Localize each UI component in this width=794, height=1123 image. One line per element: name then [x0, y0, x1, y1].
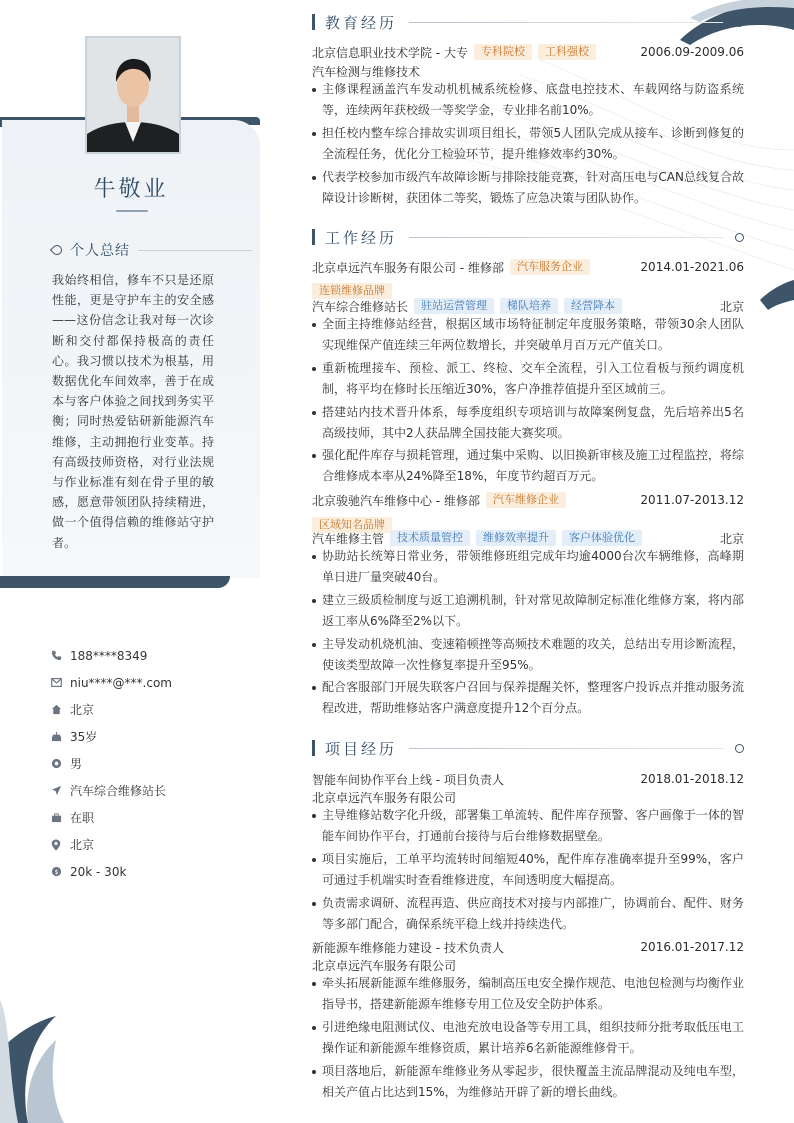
job-position-row	[312, 297, 744, 315]
contact-value: 北京	[70, 838, 95, 852]
project-header-row	[312, 770, 744, 788]
candidate-name: 牛敬业	[93, 177, 169, 202]
name-underline	[116, 210, 148, 212]
company-name: 北京骏驰汽车维修中心 - 维修部	[312, 493, 480, 508]
section-title: 工作经历	[325, 228, 398, 247]
profile-photo	[85, 36, 181, 154]
job-date: 2011.07-2013.12	[640, 493, 744, 507]
job-position-row	[312, 529, 744, 547]
job-header-row	[312, 258, 744, 276]
list-item: 代表学校参加市级汽车故障诊断与排除技能竞赛，针对高压电与CAN总线复合故障设计诊断树，获团体二等奖，锻炼了应急决策与团队协作。	[312, 167, 744, 209]
section-divider	[409, 22, 723, 23]
job-position: 汽车综合维修站长	[312, 299, 409, 314]
list-item: 全面主持维修站经营，根据区域市场特征制定年度服务策略，带领30余人团队实现维保产值连续三年两位数增长，并突破单月百万元产值关口。	[312, 314, 744, 356]
company-tag: 连锁维修品牌	[312, 283, 392, 299]
contact-email	[50, 669, 250, 696]
home-icon	[50, 704, 62, 716]
skill-tag: 梯队培养	[500, 298, 558, 314]
project-name: 新能源车维修能力建设 - 技术负责人	[312, 940, 504, 955]
project-org-row	[312, 956, 744, 974]
gender-icon	[50, 758, 62, 770]
send-icon	[50, 785, 62, 797]
pin-icon	[50, 243, 64, 257]
job-bullets	[312, 314, 744, 489]
list-item: 搭建站内技术晋升体系，每季度组织专项培训与故障案例复盘，先后培养出5名高级技师，其中2人获品牌全国技能大赛奖项。	[312, 402, 744, 444]
education-bullets	[312, 79, 744, 210]
education-section-header	[312, 11, 744, 33]
major: 汽车检测与维修技术	[312, 64, 421, 79]
contact-age	[50, 723, 250, 750]
list-item: 强化配件库存与损耗管理，通过集中采购、以旧换新审核及施工过程监控，将综合维修成本率从24%降至18%，年度节约超百万元。	[312, 445, 744, 487]
location-icon	[50, 839, 62, 851]
list-item: 项目实施后，工单平均流转时间缩短40%，配件库存准确率提升至99%，客户可通过手机端实时查看维修进度，车间透明度大幅提高。	[312, 849, 744, 891]
list-item: 负责需求调研、流程再造、供应商技术对接与内部推广，协调前台、配件、财务等多部门配合，确保系统平稳上线并持续迭代。	[312, 893, 744, 935]
work-section-header	[312, 226, 744, 248]
major-row	[312, 62, 744, 80]
company-name: 北京卓远汽车服务有限公司 - 维修部	[312, 260, 504, 275]
project-name: 智能车间协作平台上线 - 项目负责人	[312, 772, 504, 787]
company-tag2-row	[312, 279, 392, 299]
cake-icon	[50, 731, 62, 743]
list-item: 重新梳理接车、预检、派工、终检、交车全流程，引入工位看板与预约调度机制，将平均在修时长压缩近30%，客户净推荐值提升至区域前三。	[312, 358, 744, 400]
skill-tag: 客户体验优化	[562, 530, 642, 546]
contact-list	[50, 642, 250, 885]
list-item: 协助站长统筹日常业务，带领维修班组完成年均逾4000台次车辆维修，高峰期单日进厂量突破40台。	[312, 546, 744, 588]
education-date: 2006.09-2009.06	[640, 45, 744, 59]
contact-value: 男	[70, 757, 83, 771]
project-org: 北京卓远汽车服务有限公司	[312, 958, 457, 973]
project-org-row	[312, 788, 744, 806]
summary-divider	[138, 250, 252, 251]
job-position: 汽车维修主管	[312, 531, 385, 546]
summary-header	[52, 240, 252, 260]
section-end-circle-icon	[735, 744, 744, 753]
summary-text: 我始终相信，修车不只是还原性能，更是守护车主的安全感——这份信念让我对每一次诊断和交付都保持极高的责任心。我习惯以技术为根基，用数据优化车间效率，善于在成本与客户体验之间找到务实平衡；同时热爱钻研新能源汽车维修，主动拥抱行业变革。持有高级技师资格，对行业法规与作业标准有刻在骨子里的敏感，愿意带领团队持续精进，做一个值得信赖的维修站守护者。	[52, 273, 214, 550]
section-divider	[409, 748, 723, 749]
contact-value: 北京	[70, 703, 95, 717]
school-tag: 工科强校	[538, 44, 596, 60]
project-bullets	[312, 973, 744, 1104]
contact-salary	[50, 858, 250, 885]
mail-icon	[50, 677, 62, 689]
list-item: 引进绝缘电阻测试仪、电池充放电设备等专用工具，组织技师分批考取低压电工操作证和新能源车维修资质，累计培养6名新能源维修骨干。	[312, 1017, 744, 1059]
contact-value: niu****@***.com	[70, 675, 172, 690]
project-date: 2018.01-2018.12	[640, 772, 744, 786]
contact-status	[50, 804, 250, 831]
salary-icon	[50, 866, 62, 878]
summary-title: 个人总结	[70, 243, 130, 259]
project-header-row	[312, 938, 744, 956]
sidebar-accent-bottom	[0, 576, 230, 588]
section-end-circle-icon	[735, 233, 744, 242]
list-item: 担任校内整车综合排故实训项目组长，带领5人团队完成从接车、诊断到修复的全流程任务，优化分工检验环节，提升维修效率约30%。	[312, 123, 744, 165]
skill-tag: 驻站运营管理	[414, 298, 494, 314]
list-item: 主修课程涵盖汽车发动机机械系统检修、底盘电控技术、车载网络与防盗系统等，连续两年获校级一等奖学金，专业排名前10%。	[312, 79, 744, 121]
svg-text:$: $	[53, 867, 59, 876]
contact-home	[50, 696, 250, 723]
job-header-row	[312, 491, 744, 509]
contact-value: 汽车综合维修站长	[70, 784, 167, 798]
contact-value: 188****8349	[70, 648, 148, 663]
school-name: 北京信息职业技术学院 - 大专	[312, 45, 468, 60]
phone-icon	[50, 650, 62, 662]
company-tag: 汽车服务企业	[510, 259, 590, 275]
section-title: 项目经历	[325, 739, 398, 758]
briefcase-icon	[50, 812, 62, 824]
list-item: 主导发动机烧机油、变速箱顿挫等高频技术难题的攻关，总结出专用诊断流程，使该类型故障一次性修复率提升至95%。	[312, 634, 744, 676]
list-item: 牵头拓展新能源车维修服务，编制高压电安全操作规范、电池包检测与均衡作业指导书，搭建新能源车维修专用工位及安全防护体系。	[312, 973, 744, 1015]
skill-tag: 技术质量管控	[390, 530, 470, 546]
section-bar	[312, 740, 315, 756]
company-tag: 区域知名品牌	[312, 517, 392, 533]
job-bullets	[312, 546, 744, 721]
contact-gender	[50, 750, 250, 777]
list-item: 项目落地后，新能源车维修业务从零起步，很快覆盖主流品牌混动及纯电车型，相关产值占比达到15%，为维修站开辟了新的增长曲线。	[312, 1061, 744, 1103]
project-date: 2016.01-2017.12	[640, 940, 744, 954]
section-divider	[409, 237, 723, 238]
section-title: 教育经历	[325, 13, 398, 32]
school-tag: 专科院校	[474, 44, 532, 60]
section-bar	[312, 14, 315, 30]
project-bullets	[312, 805, 744, 936]
contact-value: 35岁	[70, 730, 98, 744]
section-bar	[312, 229, 315, 245]
contact-value: 20k - 30k	[70, 864, 127, 879]
section-end-circle-icon	[735, 18, 744, 27]
list-item: 配合客服部门开展失联客户召回与保养提醒关怀，整理客户投诉点并推动服务流程改进，帮助维修站客户满意度提升12个百分点。	[312, 677, 744, 719]
list-item: 主导维修站数字化升级，部署集工单流转、配件库存预警、客户画像于一体的智能车间协作平台，打通前台接待与后台维修数据壁垒。	[312, 805, 744, 847]
contact-position	[50, 777, 250, 804]
skill-tag: 经营降本	[564, 298, 622, 314]
company-tag: 汽车维修企业	[486, 492, 566, 508]
list-item: 建立三级质检制度与返工追溯机制，针对常见故障制定标准化维修方案，将内部返工率从6%降至2%以下。	[312, 590, 744, 632]
job-city: 北京	[719, 299, 744, 314]
projects-section-header	[312, 737, 744, 759]
job-date: 2014.01-2021.06	[640, 260, 744, 274]
contact-city	[50, 831, 250, 858]
contact-value: 在职	[70, 811, 95, 825]
project-org: 北京卓远汽车服务有限公司	[312, 790, 457, 805]
skill-tag: 维修效率提升	[476, 530, 556, 546]
education-row	[312, 43, 744, 61]
contact-phone	[50, 642, 250, 669]
job-city: 北京	[719, 531, 744, 546]
